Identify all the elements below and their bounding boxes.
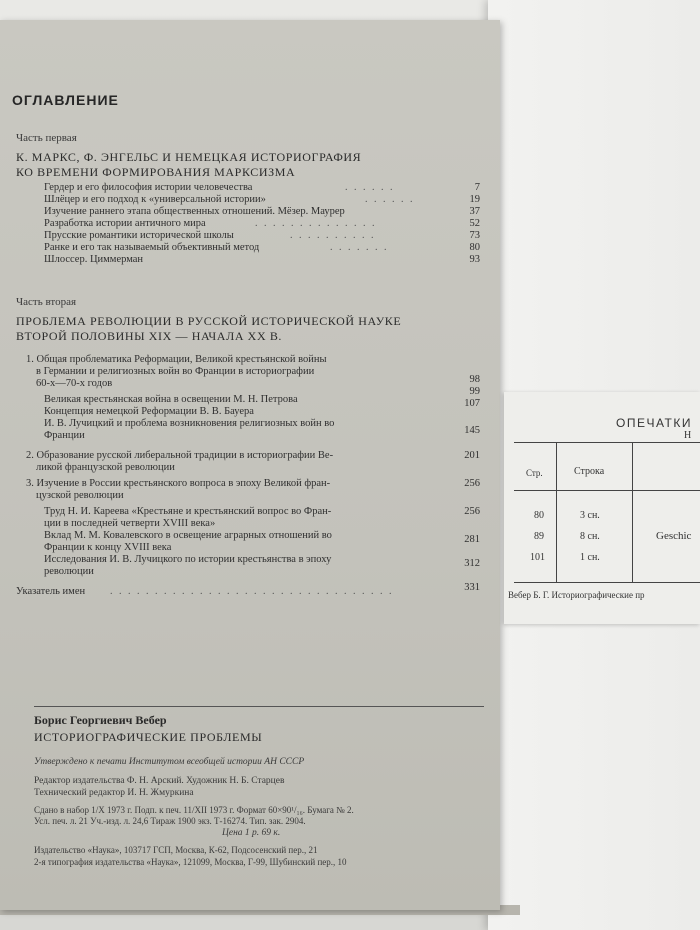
errata-slip — [504, 392, 700, 624]
toc-entry-title: ликой французской революции — [36, 462, 175, 473]
toc-entry-title: Разработка истории античного мира — [44, 218, 206, 229]
toc-entry — [0, 206, 480, 218]
imprint-author: Борис Георгиевич Вебер — [34, 713, 167, 727]
errata-printed-text: Geschic — [656, 530, 692, 542]
toc-entry-page: 331 — [464, 582, 480, 593]
imprint-approved: Утверждено к печати Институтом всеобщей истории АН СССР — [34, 757, 305, 767]
toc-entry — [0, 478, 480, 490]
toc-entry-title: Труд Н. И. Кареева «Крестьяне и крестьянский вопрос во Фран- — [44, 506, 332, 517]
imprint-tech-editor: Технический редактор И. Н. Жмуркина — [34, 788, 194, 798]
book-page — [0, 20, 500, 910]
toc-entry — [0, 530, 480, 545]
toc-entry-title: 2. Образование русской либеральной традиции в историографии Ве- — [26, 450, 334, 461]
toc-entry-page: 201 — [464, 450, 480, 461]
toc-entry — [0, 182, 480, 194]
toc-entry-title: 3. Изучение в России крестьянского вопроса в эпоху Великой фран- — [26, 478, 331, 489]
errata-footer: Вебер Б. Г. Историографические пр — [508, 590, 645, 600]
imprint-price: Цена 1 р. 69 к. — [222, 828, 281, 838]
toc-entry-page: 256 — [464, 506, 480, 517]
errata-rule — [514, 490, 700, 491]
toc-entry-page: 145 — [464, 425, 480, 436]
toc-entry-title: Указатель имен — [16, 586, 86, 597]
errata-row-page: 101 — [530, 552, 545, 563]
toc-entry-title: цузской революции — [36, 490, 124, 501]
toc-entry-title: И. В. Лучицкий и проблема возникновения религиозных войн во — [44, 418, 335, 429]
leader-dots: . . . . . . — [345, 182, 395, 193]
leader-dots: . . . . . . . . . . . . . . . . . . . . . . . . . . . . . . . . — [110, 586, 394, 597]
errata-rule — [514, 442, 700, 443]
toc-entry-title: Шлёцер и его подход к «универсальной истории» — [44, 194, 266, 205]
errata-col-printed: Н — [684, 430, 692, 441]
toc-entry-title: Шлоссер. Циммерман — [44, 254, 144, 265]
toc-entry-page: 256 — [464, 478, 480, 489]
part1-title-line2: КО ВРЕМЕНИ ФОРМИРОВАНИЯ МАРКСИЗМА — [16, 165, 296, 179]
toc-entry-page: 19 — [469, 194, 480, 205]
toc-entry-page: 7 — [474, 182, 480, 193]
toc-entry-page: 99 — [469, 386, 480, 397]
errata-col-line: Строка — [574, 466, 605, 477]
toc-entry-continuation — [0, 542, 480, 554]
errata-col-page: Стр. — [526, 468, 543, 478]
toc-entry-page: 37 — [469, 206, 480, 217]
toc-entry-title: Гердер и его философия истории человечества — [44, 182, 253, 193]
toc-entry — [0, 242, 480, 254]
imprint-printer: 2-я типография издательства «Наука», 121099, Москва, Г-99, Шубинский пер., 10 — [34, 857, 347, 867]
toc-entry — [0, 230, 480, 242]
part2-title-line2: ВТОРОЙ ПОЛОВИНЫ XIX — НАЧАЛА XX В. — [16, 329, 283, 343]
toc-entry-page: 281 — [464, 534, 480, 545]
toc-entry-title: 1. Общая проблематика Реформации, Великой крестьянской войны — [26, 354, 327, 365]
toc-heading: ОГЛАВЛЕНИЕ — [12, 92, 119, 108]
toc-entry — [0, 218, 480, 230]
toc-entry-title: Изучение раннего этапа общественных отношений. Мёзер. Маурер — [44, 206, 345, 217]
part2-title-line1: ПРОБЛЕМА РЕВОЛЮЦИИ В РУССКОЙ ИСТОРИЧЕСКОЙ НАУКЕ — [16, 314, 402, 328]
imprint-editors: Редактор издательства Ф. Н. Арский. Художник Н. Б. Старцев — [34, 776, 285, 786]
toc-entry-page: 312 — [464, 558, 480, 569]
imprint-print-data: Сдано в набор 1/X 1973 г. Подп. к печ. 11/XII 1973 г. Формат 60×90¹/₁₆. Бумага № 2. — [34, 805, 354, 815]
leader-dots: . . . . . . — [365, 194, 415, 205]
leader-dots: . . . . . . . — [330, 242, 389, 253]
toc-entry-title: Франции к концу XVIII века — [44, 542, 172, 553]
errata-row-line: 1 сн. — [580, 552, 600, 563]
toc-entry-title: Франции — [44, 430, 85, 441]
toc-entry — [0, 554, 480, 569]
toc-entry-title: Исследования И. В. Лучицкого по истории крестьянства в эпоху — [44, 554, 332, 565]
imprint-title: ИСТОРИОГРАФИЧЕСКИЕ ПРОБЛЕМЫ — [34, 730, 263, 744]
toc-entry-title: Великая крестьянская война в освещении М. Н. Петрова — [44, 394, 298, 405]
toc-entry-page: 73 — [469, 230, 480, 241]
errata-row-page: 89 — [534, 531, 544, 542]
imprint-print-data: Усл. печ. л. 21 Уч.-изд. л. 24,6 Тираж 1900 экз. Т-16274. Тип. зак. 2904. — [34, 816, 306, 826]
toc-entry-continuation — [0, 490, 480, 502]
toc-entry-continuation — [0, 366, 480, 378]
toc-entry-page: 52 — [469, 218, 480, 229]
toc-entry-continuation — [0, 374, 480, 390]
toc-entry-continuation — [0, 566, 480, 578]
errata-divider — [632, 442, 633, 582]
toc-entry-title: ции в последней четверти XVIII века» — [44, 518, 216, 529]
errata-divider — [556, 442, 557, 582]
toc-entry-continuation — [0, 425, 480, 442]
part1-title-line1: К. МАРКС, Ф. ЭНГЕЛЬС И НЕМЕЦКАЯ ИСТОРИОГРАФИЯ — [16, 150, 362, 164]
errata-row-line: 8 сн. — [580, 531, 600, 542]
toc-entry-title: Вклад М. М. Ковалевского в освещение аграрных отношений во — [44, 530, 332, 541]
toc-entry-title: революции — [44, 566, 94, 577]
toc-entry-title: 60-х—70-х годов — [36, 378, 113, 389]
imprint-rule — [34, 706, 484, 707]
toc-entry — [0, 450, 480, 462]
toc-entry — [0, 506, 480, 518]
toc-entry-title: в Германии и религиозных войн во Франции в историографии — [36, 366, 315, 377]
toc-entry-title: Прусские романтики исторической школы — [44, 230, 234, 241]
toc-entry — [0, 418, 480, 430]
toc-entry-continuation — [0, 462, 480, 474]
toc-entry-page: 107 — [464, 398, 480, 409]
toc-entry — [0, 254, 480, 266]
toc-entry-page: 98 — [469, 374, 480, 385]
errata-title: ОПЕЧАТКИ — [616, 416, 692, 430]
toc-index-entry — [0, 582, 480, 598]
errata-row-page: 80 — [534, 510, 544, 521]
toc-entry-title: Концепция немецкой Реформации В. В. Бауера — [44, 406, 254, 417]
toc-entry — [0, 194, 480, 206]
part1-label: Часть первая — [16, 132, 77, 144]
toc-entry-title: Ранке и его так называемый объективный метод — [44, 242, 260, 253]
toc-entry-continuation — [0, 518, 480, 530]
leader-dots: . . . . . . . . . . . . . . — [255, 218, 377, 229]
toc-entry-page: 93 — [469, 254, 480, 265]
imprint-publisher: Издательство «Наука», 103717 ГСП, Москва, К-62, Подсосенский пер., 21 — [34, 845, 318, 855]
errata-row-line: 3 сн. — [580, 510, 600, 521]
part2-label: Часть вторая — [16, 296, 77, 308]
errata-rule — [514, 582, 700, 583]
toc-entry-page: 80 — [469, 242, 480, 253]
toc-entry — [0, 354, 480, 366]
toc-entry — [0, 386, 480, 406]
leader-dots: . . . . . . . . . . — [290, 230, 376, 241]
